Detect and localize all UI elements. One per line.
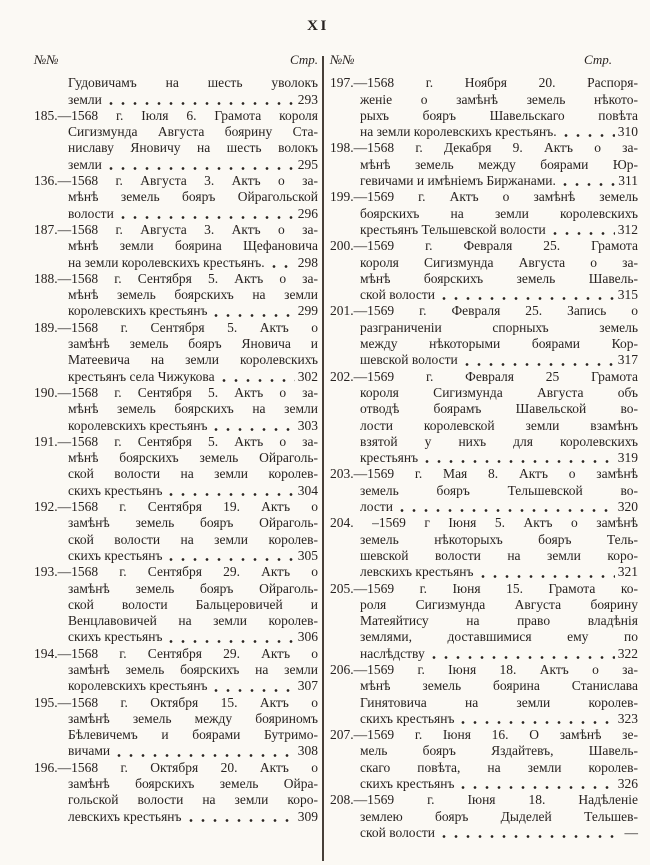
dot-leader: [465, 362, 615, 367]
page-number: 293: [297, 91, 318, 107]
toc-line: ской волости на земли королев-: [68, 466, 318, 482]
toc-line: шевской волости на земли коро-: [360, 547, 638, 563]
toc-line: женіе о замѣнѣ земель нѣкото-: [360, 91, 638, 107]
toc-entry: [34, 760, 318, 825]
dot-leader: [481, 574, 615, 579]
toc-line: рыхъ бояръ Шавельскаго повѣта: [360, 107, 638, 123]
toc-last-line: [68, 629, 318, 645]
page-number: 321: [617, 564, 638, 580]
toc-line: мѣнѣ земель боярскихъ на земли: [68, 287, 318, 303]
toc-line: замѣнѣ земель боярскихъ на земли: [68, 661, 318, 677]
toc-entry: [34, 695, 318, 760]
toc-entry: [34, 385, 318, 434]
toc-line: 136.—1568 г. Августа 3. Актъ о за-: [34, 173, 318, 189]
toc-line: роля Сигизмунда Августа боярину: [360, 596, 638, 612]
dot-leader: [189, 818, 295, 823]
toc-entry: [330, 662, 638, 727]
toc-line: мѣнѣ боярскихъ земель Ойраголь-: [68, 450, 318, 466]
toc-line-text: земли: [68, 91, 102, 107]
toc-entry: [34, 108, 318, 173]
page-number: 304: [297, 482, 318, 498]
toc-entry: [330, 369, 638, 467]
toc-last-line: [68, 369, 318, 385]
dot-leader: [442, 296, 615, 301]
toc-line: мѣнѣ боярскихъ земель Шавель-: [360, 270, 638, 286]
toc-line: 189.—1568 г. Сентября 5. Актъ о: [34, 319, 318, 335]
page-number: 311: [618, 173, 638, 189]
toc-line: отводѣ боярамъ Шавельской во-: [360, 401, 638, 417]
toc-last-line: [360, 646, 638, 662]
page-number: 309: [297, 808, 318, 824]
entries-left: [34, 75, 318, 825]
toc-line: короля Сигизмунда Августа объ: [360, 384, 638, 400]
toc-line: гольской волости на земли коро-: [68, 792, 318, 808]
page-number: —: [624, 824, 638, 840]
toc-line: 195.—1568 г. Октября 15. Актъ о: [34, 694, 318, 710]
toc-entry: [34, 173, 318, 222]
toc-entry: [330, 792, 638, 841]
toc-entry: [34, 222, 318, 271]
column-divider: [322, 56, 324, 861]
dot-leader: [117, 753, 295, 758]
toc-line: замѣнѣ боярскихъ земель Ойра-: [68, 776, 318, 792]
dot-leader: [214, 688, 294, 693]
toc-line-text: волости: [68, 205, 114, 221]
toc-last-line: [360, 352, 638, 368]
toc-line: скаго повѣта, на земли королев-: [360, 759, 638, 775]
toc-line: Венцлавовичей на земли королев-: [68, 613, 318, 629]
page-number: 296: [297, 205, 318, 221]
toc-line: боярскихъ на земли королевскихъ: [360, 205, 638, 221]
toc-line-text: ской волости: [360, 824, 436, 840]
toc-line: земель бояръ Тельшевской во-: [360, 482, 638, 498]
toc-line: Сигизмунда Августа боярину Ста-: [68, 124, 318, 140]
toc-entry: [330, 75, 638, 140]
toc-line-text: королевскихъ крестьянъ: [68, 678, 208, 694]
toc-entry: [34, 434, 318, 499]
dot-leader: [432, 655, 615, 660]
dot-leader: [169, 492, 294, 497]
dot-leader: [109, 166, 295, 171]
page-number-roman: XI: [307, 18, 329, 34]
toc-line: ской волости Бальцеровичей и: [68, 596, 318, 612]
toc-line: 191.—1568 г. Сентября 5. Актъ о за-: [34, 433, 318, 449]
toc-entry: [34, 75, 318, 108]
toc-line-text: крестьянъ Тельшевской волости: [360, 221, 546, 237]
toc-entry: [330, 303, 638, 368]
numbers-column-header: №№: [330, 52, 355, 67]
toc-entry: [34, 271, 318, 320]
page-number: 298: [297, 254, 318, 270]
toc-line-text: земли: [68, 156, 102, 172]
column-header-right: [330, 52, 638, 68]
toc-line: Гудовичамъ на шесть уволокъ: [68, 75, 318, 91]
page-number: 307: [297, 678, 318, 694]
dot-leader: [400, 508, 615, 513]
dot-leader: [461, 785, 614, 790]
toc-last-line: [360, 222, 638, 238]
page-number: 322: [617, 645, 638, 661]
toc-last-line: [68, 92, 318, 108]
entries-right: [330, 75, 638, 841]
toc-line-text: вичами: [68, 743, 111, 759]
toc-line-text: скихъ крестьянъ: [68, 482, 163, 498]
toc-line: 207.—1569 г. Іюня 16. О замѣнѣ зе-: [330, 727, 638, 743]
toc-line: замѣнѣ земель между бояриномъ: [68, 710, 318, 726]
toc-line: разграниченіи спорныхъ земель: [360, 319, 638, 335]
toc-last-line: [360, 825, 638, 841]
toc-last-line: [360, 450, 638, 466]
page-number: 312: [617, 221, 638, 237]
toc-line: 200.—1569 г. Февраля 25. Грамота: [330, 238, 638, 254]
toc-line: Матеевича на земли королевскихъ: [68, 352, 318, 368]
toc-entry: [34, 646, 318, 695]
toc-entry: [330, 140, 638, 189]
toc-last-line: [68, 418, 318, 434]
page-number: 302: [297, 368, 318, 384]
toc-line: мѣнѣ земель бояръ Ойрагольской: [68, 189, 318, 205]
toc-last-line: [360, 499, 638, 515]
toc-entry: [330, 466, 638, 515]
toc-line: замѣнѣ земель бояръ Ойраголь-: [68, 580, 318, 596]
dot-leader: [121, 215, 295, 220]
toc-line-text: скихъ крестьянъ: [360, 710, 455, 726]
toc-line: 187.—1568 г. Августа 3. Актъ о за-: [34, 221, 318, 237]
toc-line: 202.—1569 г. Февраля 25 Грамота: [330, 368, 638, 384]
toc-line-text: шевской волости: [360, 352, 458, 368]
dot-leader: [169, 639, 294, 644]
toc-line-text: лости: [360, 499, 393, 515]
toc-line-text: на земли королевскихъ крестьянъ.: [68, 254, 265, 270]
toc-line: 190.—1568 г. Сентября 5. Актъ о за-: [34, 384, 318, 400]
toc-last-line: [68, 678, 318, 694]
toc-last-line: [68, 483, 318, 499]
toc-last-line: [68, 157, 318, 173]
toc-line: 193.—1568 г. Сентября 29. Актъ о: [34, 564, 318, 580]
toc-line-text: королевскихъ крестьянъ: [68, 417, 208, 433]
toc-entry: [330, 727, 638, 792]
toc-last-line: [68, 303, 318, 319]
dot-leader: [272, 264, 295, 269]
toc-line: короля Сигизмунда Августа о за-: [360, 254, 638, 270]
toc-line: 206.—1569 г. Іюня 18. Актъ о за-: [330, 661, 638, 677]
toc-line: взятой у нихъ для королевскихъ: [360, 433, 638, 449]
toc-entry: [34, 564, 318, 645]
toc-line-text: скихъ крестьянъ: [360, 776, 455, 792]
toc-line-text: левскихъ крестьянъ: [68, 808, 182, 824]
toc-entry: [34, 499, 318, 564]
toc-line-text: левскихъ крестьянъ: [360, 564, 474, 580]
dot-leader: [169, 557, 294, 562]
toc-last-line: [360, 173, 638, 189]
dot-leader: [553, 231, 615, 236]
page-column-header: Стр.: [584, 52, 612, 67]
toc-last-line: [360, 711, 638, 727]
toc-last-line: [360, 776, 638, 792]
toc-line: 198.—1568 г. Декабря 9. Актъ о за-: [330, 140, 638, 156]
toc-column-right: [330, 52, 638, 841]
toc-last-line: [68, 743, 318, 759]
toc-last-line: [360, 287, 638, 303]
toc-line: 194.—1568 г. Сентября 29. Актъ о: [34, 645, 318, 661]
toc-entry: [330, 189, 638, 238]
toc-line: 204. –1569 г Іюня 5. Актъ о замѣнѣ: [330, 515, 638, 531]
toc-line: 203.—1569 г. Мая 8. Актъ о замѣнѣ: [330, 466, 638, 482]
toc-last-line: [68, 206, 318, 222]
toc-last-line: [360, 124, 638, 140]
toc-last-line: [68, 809, 318, 825]
toc-line: 201.—1569 г. Февраля 25. Запись о: [330, 303, 638, 319]
toc-line: замѣнѣ земель бояръ Яновича и: [68, 336, 318, 352]
numbers-column-header: №№: [34, 52, 59, 67]
toc-entry: [330, 515, 638, 580]
toc-line: лости королевской земли взамѣнъ: [360, 417, 638, 433]
toc-line-text: крестьянъ: [360, 450, 419, 466]
dot-leader: [222, 378, 295, 383]
toc-line-text: скихъ крестьянъ: [68, 547, 163, 563]
toc-line: мѣнѣ земель боярскихъ на земли: [68, 401, 318, 417]
page-number: 323: [617, 710, 638, 726]
toc-entry: [34, 320, 318, 385]
toc-line: 199.—1569 г. Актъ о замѣнѣ земель: [330, 189, 638, 205]
toc-line: мель бояръ Яздайтевъ, Шавель-: [360, 743, 638, 759]
toc-line: 208.—1569 г. Іюня 18. Надѣленіе: [330, 792, 638, 808]
toc-line-text: скихъ крестьянъ: [68, 629, 163, 645]
toc-line: 196.—1568 г. Октября 20. Актъ о: [34, 759, 318, 775]
toc-line: земель нѣкоторыхъ бояръ Тель-: [360, 531, 638, 547]
toc-line: 197.—1568 г. Ноября 20. Распоря-: [330, 75, 638, 91]
toc-line: 188.—1568 г. Сентября 5. Актъ о за-: [34, 270, 318, 286]
page-number: 306: [297, 629, 318, 645]
toc-line-text: гевичами и имѣніемъ Биржанами.: [360, 173, 556, 189]
page-number: 320: [617, 499, 638, 515]
page-number: 317: [617, 352, 638, 368]
page-number: 308: [297, 743, 318, 759]
toc-last-line: [360, 564, 638, 580]
page-number: 303: [297, 417, 318, 433]
page-number: 305: [297, 547, 318, 563]
dot-leader: [564, 133, 615, 138]
toc-line: 185.—1568 г. Іюля 6. Грамота короля: [34, 107, 318, 123]
toc-line-text: крестьянъ села Чижукова: [68, 368, 215, 384]
toc-line: Бѣлевичемъ и боярами Бутримо-: [68, 727, 318, 743]
toc-line: мѣнѣ земель боярина Станислава: [360, 678, 638, 694]
dot-leader: [425, 459, 615, 464]
toc-line: замѣнѣ земель бояръ Ойраголь-: [68, 515, 318, 531]
toc-line: мѣнѣ земель между боярами Юр-: [360, 156, 638, 172]
page-column-header: Стр.: [290, 52, 318, 67]
toc-line: Гинятовича на земли королев-: [360, 694, 638, 710]
toc-line: Матеяйтису на право владѣнія: [360, 613, 638, 629]
page-number: 326: [617, 776, 638, 792]
toc-line: 205.—1569 г. Іюня 15. Грамота ко-: [330, 580, 638, 596]
toc-line-text: на земли королевскихъ крестьянъ.: [360, 124, 557, 140]
dot-leader: [461, 720, 614, 725]
dot-leader: [442, 834, 621, 839]
toc-line: ской волости на земли королев-: [68, 531, 318, 547]
page-number: 310: [617, 124, 638, 140]
page-number: 299: [297, 303, 318, 319]
dot-leader: [563, 182, 615, 187]
toc-line: землями, доставшимися ему по: [360, 629, 638, 645]
toc-entry: [330, 238, 638, 303]
toc-line: землею бояръ Дыделей Тельшев-: [360, 808, 638, 824]
toc-line: между нѣкоторыми боярами Кор-: [360, 336, 638, 352]
toc-entry: [330, 581, 638, 662]
dot-leader: [214, 427, 294, 432]
toc-line-text: королевскихъ крестьянъ: [68, 303, 208, 319]
toc-line-text: ской волости: [360, 287, 436, 303]
toc-line: 192.—1568 г. Сентября 19. Актъ о: [34, 499, 318, 515]
toc-last-line: [68, 255, 318, 271]
page-number: 295: [297, 156, 318, 172]
toc-line-text: наслѣдству: [360, 645, 425, 661]
dot-leader: [214, 313, 294, 318]
toc-line: ниславу Яновичу на шесть волокъ: [68, 140, 318, 156]
page-number: 319: [617, 450, 638, 466]
toc-column-left: [34, 52, 318, 825]
toc-last-line: [68, 548, 318, 564]
toc-line: мѣнѣ земли боярина Щефановича: [68, 238, 318, 254]
page-number: 315: [617, 287, 638, 303]
dot-leader: [109, 101, 295, 106]
column-header-left: [34, 52, 318, 68]
